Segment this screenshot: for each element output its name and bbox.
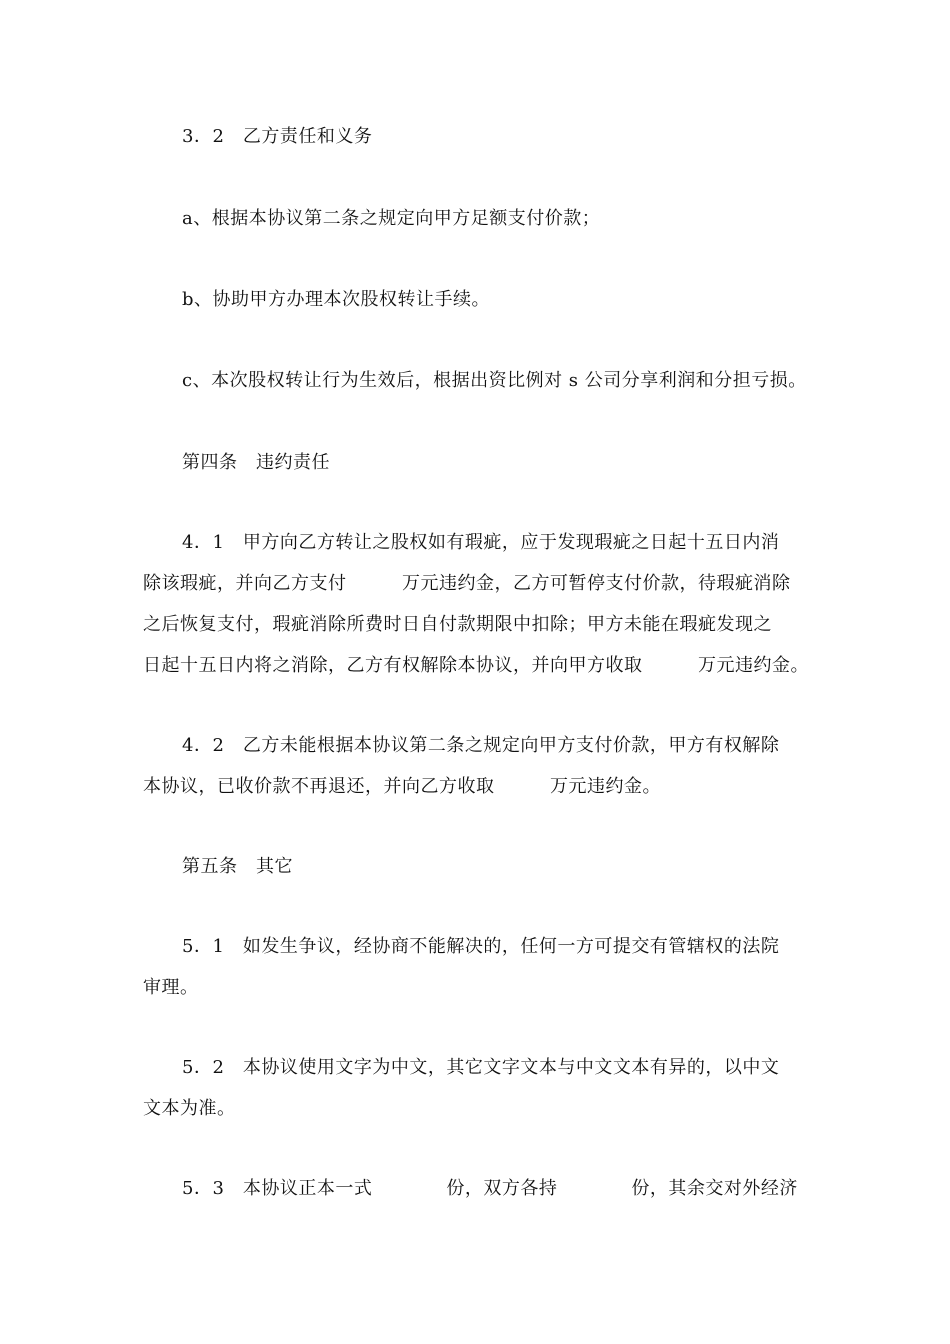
article-4-title: 第四条 违约责任 xyxy=(182,452,330,473)
clause-4-1-line-3: 之后恢复支付，瑕疵消除所费时日自付款期限中扣除；甲方未能在瑕疵发现之 xyxy=(143,614,772,635)
clause-5-1-line-2: 审理。 xyxy=(143,977,199,998)
clause-4-2-line-1: 4．2 乙方未能根据本协议第二条之规定向甲方支付价款，甲方有权解除 xyxy=(182,735,780,756)
clause-4-2-line-2: 本协议，已收价款不再退还，并向乙方收取 万元违约金。 xyxy=(143,776,661,797)
clause-5-1-line-1: 5．1 如发生争议，经协商不能解决的，任何一方可提交有管辖权的法院 xyxy=(182,936,780,957)
clause-3-2-a: a、根据本协议第二条之规定向甲方足额支付价款； xyxy=(182,208,601,229)
clause-5-3-line-1: 5．3 本协议正本一式 份，双方各持 份，其余交对外经济 xyxy=(182,1178,798,1199)
clause-3-2-c: c、本次股权转让行为生效后，根据出资比例对 s 公司分享利润和分担亏损。 xyxy=(182,370,807,391)
clause-4-1-line-4: 日起十五日内将之消除，乙方有权解除本协议，并向甲方收取 万元违约金。 xyxy=(143,655,809,676)
clause-5-2-line-1: 5．2 本协议使用文字为中文，其它文字文本与中文文本有异的，以中文 xyxy=(182,1057,780,1078)
section-3-2-heading: 3．2 乙方责任和义务 xyxy=(182,126,373,147)
clause-5-2-line-2: 文本为准。 xyxy=(143,1098,236,1119)
clause-4-1-line-2: 除该瑕疵，并向乙方支付 万元违约金，乙方可暂停支付价款，待瑕疵消除 xyxy=(143,573,791,594)
clause-3-2-b: b、协助甲方办理本次股权转让手续。 xyxy=(182,289,491,310)
clause-4-1-line-1: 4．1 甲方向乙方转让之股权如有瑕疵，应于发现瑕疵之日起十五日内消 xyxy=(182,532,780,553)
article-5-title: 第五条 其它 xyxy=(182,856,293,877)
